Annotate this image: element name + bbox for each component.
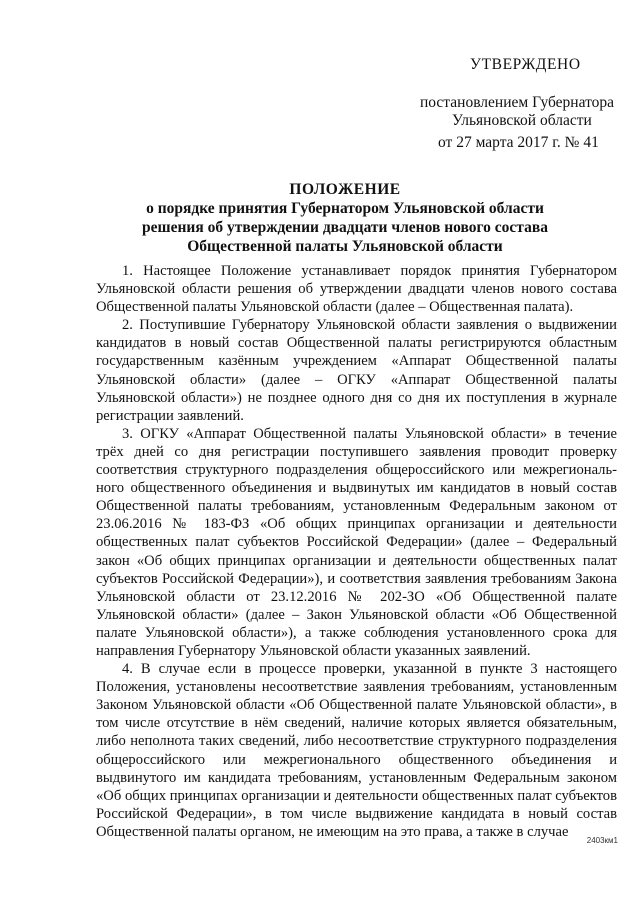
page-code: 2403км1 [586,836,618,845]
document-subtitle-line: Общественной палаты Ульяновской области [187,238,503,255]
paragraph-4: 4. В случае если в процессе проверки, указанной в пункте 3 настоящего Положения, установлены несоответствие заявления требованиям, установленным Законом Ульяновской области «Об Общественной палате Ульяновской области», в том числе отсутствие в нём сведений, наличие которых является обязательным, либо неполнота таких сведений, либо несоответствие структурного подразделения общероссийского или межрегионального общественного объединения и выдвинутого им кандидата требованиям, установленным Федеральным законом «Об общих принципах организации и деятельности общественных палат субъектов Российской Федерации», в том числе выдвижение кандидата в новый состав Общественной палаты органом, не имеющим на это права, а также в случае [96,661,617,840]
title-block [60,180,630,256]
approval-decree-line: постановлением Губернатора [420,94,615,111]
paragraph-3: 3. ОГКУ «Аппарат Общественной палаты Ульяновской области» в течение трёх дней со дня регистрации поступившего заявления проводит проверку соответствия структурного подразделения общероссийского или межрегионального общественного объединения и выдвинутых им кандидатов в новый состав Общественной палаты требованиям, установленным Федеральным законом от 23.06.2016 № 183-ФЗ «Об общих принципах организации и деятельности общественных палат субъектов Российской Федерации» (далее – Федеральный закон «Об общих принципах организации и деятельности общественных палат субъектов Российской Федерации»), и соответствия заявления требованиям Закона Ульяновской области от 23.12.2016 № 202-ЗО «Об Общественной палате Ульяновской области» (далее – Закон Ульяновской области «Об Общественной палате Ульяновской области»), а также соблюдения установленного срока для направления Губернатору Ульяновской области указанных заявлений. [96,425,617,659]
approval-region-line: Ульяновской области [452,112,592,129]
document-subtitle-line: решения об утверждении двадцати членов нового состава [142,219,548,236]
approved-label: УТВЕРЖДЕНО [470,56,581,73]
paragraph-1: 1. Настоящее Положение устанавливает порядок принятия Губернатором Ульяновской области решения об утверждении двадцати членов нового состава Общественной палаты Ульяновской области (далее – Общественная палата). [96,263,617,316]
approval-date-line: от 27 марта 2017 г. № 41 [438,134,599,151]
document-body [96,262,617,841]
paragraph-2: 2. Поступившие Губернатору Ульяновской области заявления о выдвижении кандидатов в новый состав Общественной палаты регистрируются областным государственным казённым учреждением «Аппарат Общественной палаты Ульяновской области» (далее – ОГКУ «Аппарат Общественной палаты Ульяновской области») не позднее одного дня со дня их поступления в журнале регистрации заявлений. [96,317,617,424]
document-title: ПОЛОЖЕНИЕ [289,181,401,198]
document-subtitle-line: о порядке принятия Губернатором Ульяновской области [146,200,544,217]
